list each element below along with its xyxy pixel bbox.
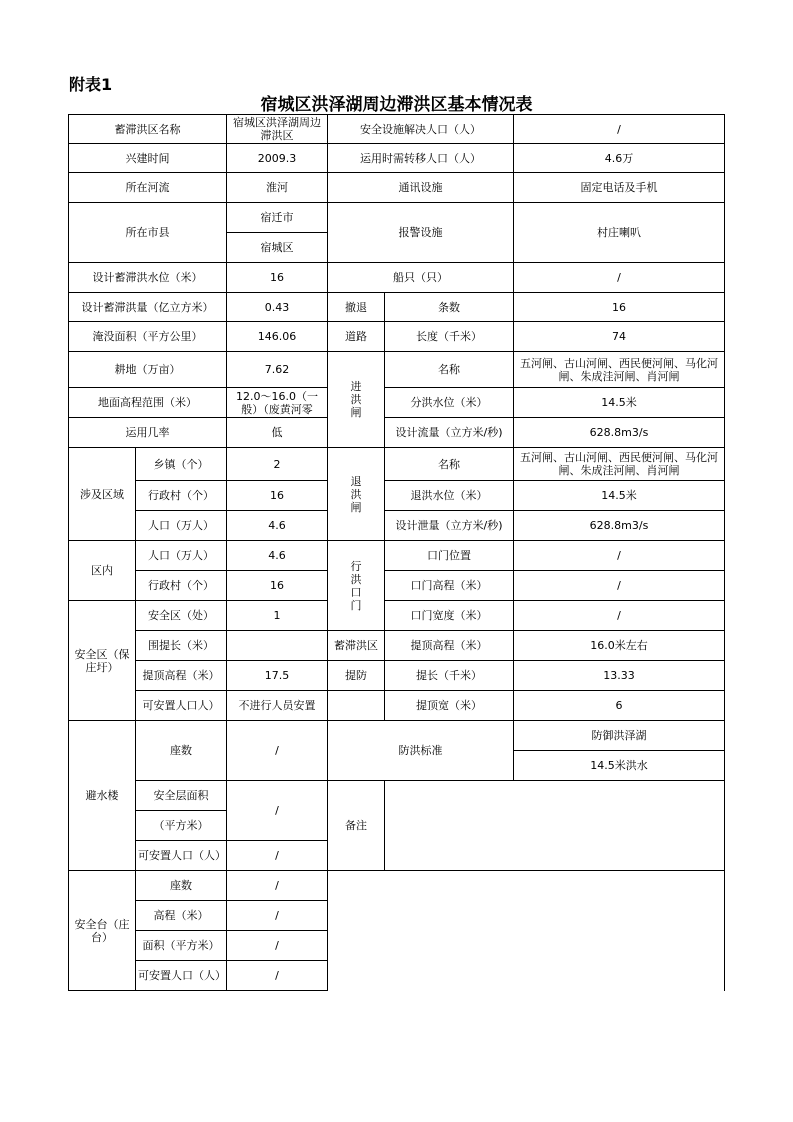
cell-value: 146.06 (227, 322, 328, 352)
cell-label: 面积（平方米） (136, 931, 227, 961)
cell-group-label (328, 352, 385, 448)
cell-value: 不进行人员安置 (227, 691, 328, 721)
cell-value: 628.8m3/s (514, 511, 725, 541)
cell-value: 2 (227, 448, 328, 481)
cell-label: 通讯设施 (328, 173, 514, 203)
cell-label: 运用几率 (69, 418, 227, 448)
cell-value: 2009.3 (227, 144, 328, 173)
annex-label: 附表1 (69, 75, 113, 94)
cell-value: 五河闸、古山河闸、西民便河闸、马化河闸、朱成洼河闸、肖河闸 (514, 352, 725, 388)
cell-label: 设计流量（立方米/秒) (385, 418, 514, 448)
cell-value: 五河闸、古山河闸、西民便河闸、马化河闸、朱成洼河闸、肖河闸 (514, 448, 725, 481)
cell-label: 可安置人口（人） (136, 841, 227, 871)
cell-group-label: 涉及区域 (69, 448, 136, 541)
table-row (69, 115, 725, 144)
cell-value: 17.5 (227, 661, 328, 691)
cell-group-label: 蓄滞洪区 (328, 631, 385, 661)
cell-value: 低 (227, 418, 328, 448)
cell-value: 6 (514, 691, 725, 721)
cell-value: 4.6 (227, 511, 328, 541)
table-row (69, 322, 725, 352)
table-row (69, 541, 725, 571)
cell-label: 船只（只） (328, 263, 514, 293)
cell-label: 所在市县 (69, 203, 227, 263)
cell-empty (328, 871, 725, 991)
table-row (69, 601, 725, 631)
cell-label: 淹没面积（平方公里） (69, 322, 227, 352)
cell-label: 长度（千米） (385, 322, 514, 352)
cell-value: / (514, 263, 725, 293)
cell-label: 兴建时间 (69, 144, 227, 173)
cell-label: 安全层面积 (136, 781, 227, 811)
cell-group-label (328, 541, 385, 631)
cell-group-label: 安全区（保庄圩） (69, 601, 136, 721)
cell-value: 74 (514, 322, 725, 352)
table-row (69, 293, 725, 322)
cell-label: 退洪水位（米） (385, 481, 514, 511)
cell-group-label: 避水楼 (69, 721, 136, 871)
cell-group-label: 道路 (328, 322, 385, 352)
table-row (69, 144, 725, 173)
inlet-gate-label: 进洪闸 (350, 380, 362, 419)
cell-label: 口门宽度（米） (385, 601, 514, 631)
cell-label: 耕地（万亩） (69, 352, 227, 388)
cell-label: 提顶高程（米） (136, 661, 227, 691)
cell-label: 运用时需转移人口（人） (328, 144, 514, 173)
table-row (69, 871, 725, 901)
cell-label: 安全设施解决人口（人） (328, 115, 514, 144)
cell-label: 行政村（个） (136, 481, 227, 511)
cell-value: 4.6万 (514, 144, 725, 173)
cell-value: / (514, 601, 725, 631)
cell-value: 16 (227, 571, 328, 601)
cell-value: 村庄喇叭 (514, 203, 725, 263)
cell-value (227, 631, 328, 661)
cell-label: 安全区（处） (136, 601, 227, 631)
cell-value: 14.5米 (514, 481, 725, 511)
cell-value: 0.43 (227, 293, 328, 322)
cell-label: 可安置人口人） (136, 691, 227, 721)
cell-label: 条数 (385, 293, 514, 322)
cell-label: 分洪水位（米） (385, 388, 514, 418)
cell-value: 628.8m3/s (514, 418, 725, 448)
table-row (69, 173, 725, 203)
remarks-cell (385, 781, 725, 871)
cell-label: 地面高程范围（米） (69, 388, 227, 418)
table-row (69, 721, 725, 751)
cell-label: 乡镇（个） (136, 448, 227, 481)
cell-group-label: 撤退 (328, 293, 385, 322)
table-row (69, 661, 725, 691)
cell-label: 人口（万人） (136, 511, 227, 541)
cell-label: 所在河流 (69, 173, 227, 203)
cell-value: 宿城区 (227, 233, 328, 263)
cell-value: / (514, 541, 725, 571)
table-title: 宿城区洪泽湖周边滞洪区基本情况表 (260, 95, 533, 115)
cell-value: / (227, 961, 328, 991)
cell-value: / (227, 721, 328, 781)
cell-label: 名称 (385, 352, 514, 388)
cell-label: 座数 (136, 871, 227, 901)
table-row (69, 263, 725, 293)
table-row (69, 691, 725, 721)
cell-value: / (227, 841, 328, 871)
table-row (69, 352, 725, 388)
flood-opening-label: 行洪口门 (350, 559, 362, 612)
cell-value: / (514, 115, 725, 144)
cell-value: 固定电话及手机 (514, 173, 725, 203)
cell-label: 座数 (136, 721, 227, 781)
cell-group-label: 区内 (69, 541, 136, 601)
cell-value: 16 (227, 263, 328, 293)
cell-value: 1 (227, 601, 328, 631)
cell-label: 设计蓄滞洪水位（米） (69, 263, 227, 293)
table-row (69, 631, 725, 661)
cell-label: 人口（万人） (136, 541, 227, 571)
cell-value: / (514, 571, 725, 601)
table-row (69, 511, 725, 541)
cell-value: 16 (227, 481, 328, 511)
cell-label: 名称 (385, 448, 514, 481)
table-row (69, 418, 725, 448)
cell-value: 防御洪泽湖 (514, 721, 725, 751)
cell-value: 13.33 (514, 661, 725, 691)
cell-value: 16.0米左右 (514, 631, 725, 661)
table-row (69, 448, 725, 481)
cell-label: 可安置人口（人） (136, 961, 227, 991)
cell-label: 提长（千米） (385, 661, 514, 691)
cell-value: 14.5米 (514, 388, 725, 418)
cell-label: 围提长（米） (136, 631, 227, 661)
cell-label: 高程（米） (136, 901, 227, 931)
flood-area-info-table (68, 114, 725, 991)
table-row (69, 203, 725, 233)
cell-value: / (227, 931, 328, 961)
cell-group-label (328, 448, 385, 541)
table-row (69, 388, 725, 418)
cell-value: 4.6 (227, 541, 328, 571)
table-row (69, 781, 725, 811)
cell-label: 防洪标准 (328, 721, 514, 781)
cell-label: 报警设施 (328, 203, 514, 263)
cell-label: 行政村（个） (136, 571, 227, 601)
cell-label: （平方米） (136, 811, 227, 841)
cell-label: 设计蓄滞洪量（亿立方米） (69, 293, 227, 322)
cell-value: 7.62 (227, 352, 328, 388)
table-row (69, 571, 725, 601)
cell-value: 12.0～16.0（一般）（废黄河零 (227, 388, 328, 418)
cell-label: 备注 (328, 781, 385, 871)
cell-label: 口门高程（米） (385, 571, 514, 601)
cell-label: 设计泄量（立方米/秒) (385, 511, 514, 541)
cell-value: / (227, 871, 328, 901)
cell-empty (328, 691, 385, 721)
cell-group-label: 提防 (328, 661, 385, 691)
cell-value: 淮河 (227, 173, 328, 203)
cell-label: 口门位置 (385, 541, 514, 571)
cell-label: 提顶宽（米） (385, 691, 514, 721)
cell-value: 宿迁市 (227, 203, 328, 233)
cell-label: 蓄滞洪区名称 (69, 115, 227, 144)
cell-group-label: 安全台（庄台） (69, 871, 136, 991)
table-row (69, 481, 725, 511)
cell-value: / (227, 901, 328, 931)
cell-value: 16 (514, 293, 725, 322)
outlet-gate-label: 退洪闸 (350, 474, 362, 514)
cell-value: / (227, 781, 328, 841)
cell-value: 宿城区洪泽湖周边滞洪区 (227, 115, 328, 144)
cell-label: 提顶高程（米） (385, 631, 514, 661)
cell-value: 14.5米洪水 (514, 751, 725, 781)
